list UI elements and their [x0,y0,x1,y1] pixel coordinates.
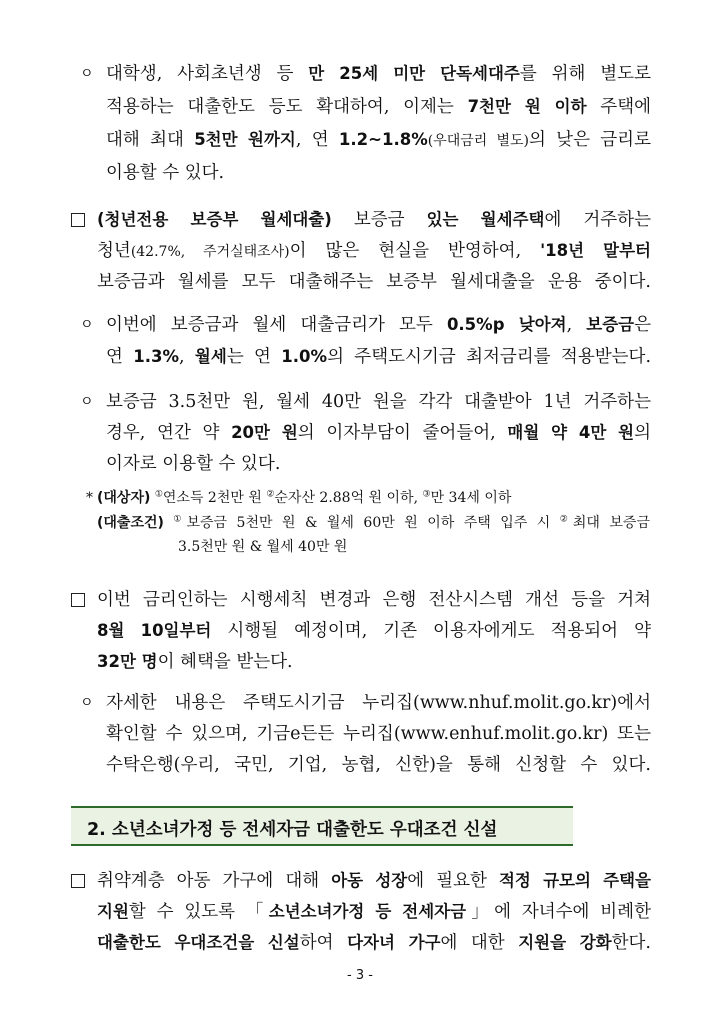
text-line: 청년(42.7%, 주거실태조사)이 많은 현실을 반영하여, '18년 말부터 [97,241,651,261]
note-line: (대상자) ①연소득 2천만 원 ②순자산 2.88억 원 이하, ③만 34세 이하 [97,489,512,506]
text-line: 32만 명이 혜택을 받는다. [97,652,293,672]
square-bullet [71,593,85,607]
text-line: 경우, 연간 약 20만 원의 이자부담이 줄어들어, 매월 약 4만 원의 [106,423,651,443]
text-line: 대학생, 사회초년생 등 만 25세 미만 단독세대주를 위해 별도로 [106,64,651,84]
note-star: * [86,490,93,506]
square-bullet [71,874,85,888]
text-line: 지원할 수 있도록 「소년소녀가정 등 전세자금」에 자녀수에 비례한 [97,902,651,922]
square-bullet [71,213,85,227]
circle-bullet: ㅇ [80,66,94,82]
text-line: (청년전용 보증부 월세대출) 보증금 있는 월세주택에 거주하는 [97,210,651,230]
text-line: 이번에 보증금과 월세 대출금리가 모두 0.5%p 낮아져, 보증금은 [106,315,651,335]
text-line: 적용하는 대출한도 등도 확대하여, 이제는 7천만 원 이하 주택에 [106,97,652,117]
page-number: - 3 - [347,968,373,983]
text-line: 수탁은행(우리, 국민, 기업, 농협, 신한)을 통해 신청할 수 있다. [106,755,651,775]
circle-bullet: ㅇ [80,695,94,711]
text-line: 이자로 이용할 수 있다. [106,454,281,474]
text-line: 이번 금리인하는 시행세칙 변경과 은행 전산시스템 개선 등을 거쳐 [97,590,651,610]
text-line: 취약계층 아동 가구에 대해 아동 성장에 필요한 적정 규모의 주택을 [97,871,651,891]
text-line: 자세한 내용은 주택도시기금 누리집(www.nhuf.molit.go.kr)에서 [106,693,651,713]
text-line: 이용할 수 있다. [106,163,225,183]
circle-bullet: ㅇ [80,317,94,333]
text-line: 8월 10일부터 시행될 예정이며, 기존 이용자에게도 적용되어 약 [97,621,651,641]
text-line: 연 1.3%, 월세는 연 1.0%의 주택도시기금 최저금리를 적용받는다. [106,347,652,367]
text-line: 대해 최대 5천만 원까지, 연 1.2~1.8%(우대금리 별도)의 낮은 금리로 [106,130,651,150]
note-line: 3.5천만 원 & 월세 40만 원 [178,539,348,555]
circle-bullet: ㅇ [80,394,94,410]
text-line: 확인할 수 있으며, 기금e든든 누리집(www.enhuf.molit.go.kr) 또는 [106,724,651,744]
note-line: (대출조건) ①보증금 5천만 원 & 월세 60만 원 이하 주택 입주 시 ②최대 보증금 [97,514,650,531]
section-header [71,806,573,846]
text-line: 대출한도 우대조건을 신설하여 다자녀 가구에 대한 지원을 강화한다. [97,933,651,953]
section-title: 2. 소년소녀가정 등 전세자금 대출한도 우대조건 신설 [87,820,498,840]
text-line: 보증금과 월세를 모두 대출해주는 보증부 월세대출을 운용 중이다. [97,272,651,292]
text-line: 보증금 3.5천만 원, 월세 40만 원을 각각 대출받아 1년 거주하는 [106,392,651,412]
